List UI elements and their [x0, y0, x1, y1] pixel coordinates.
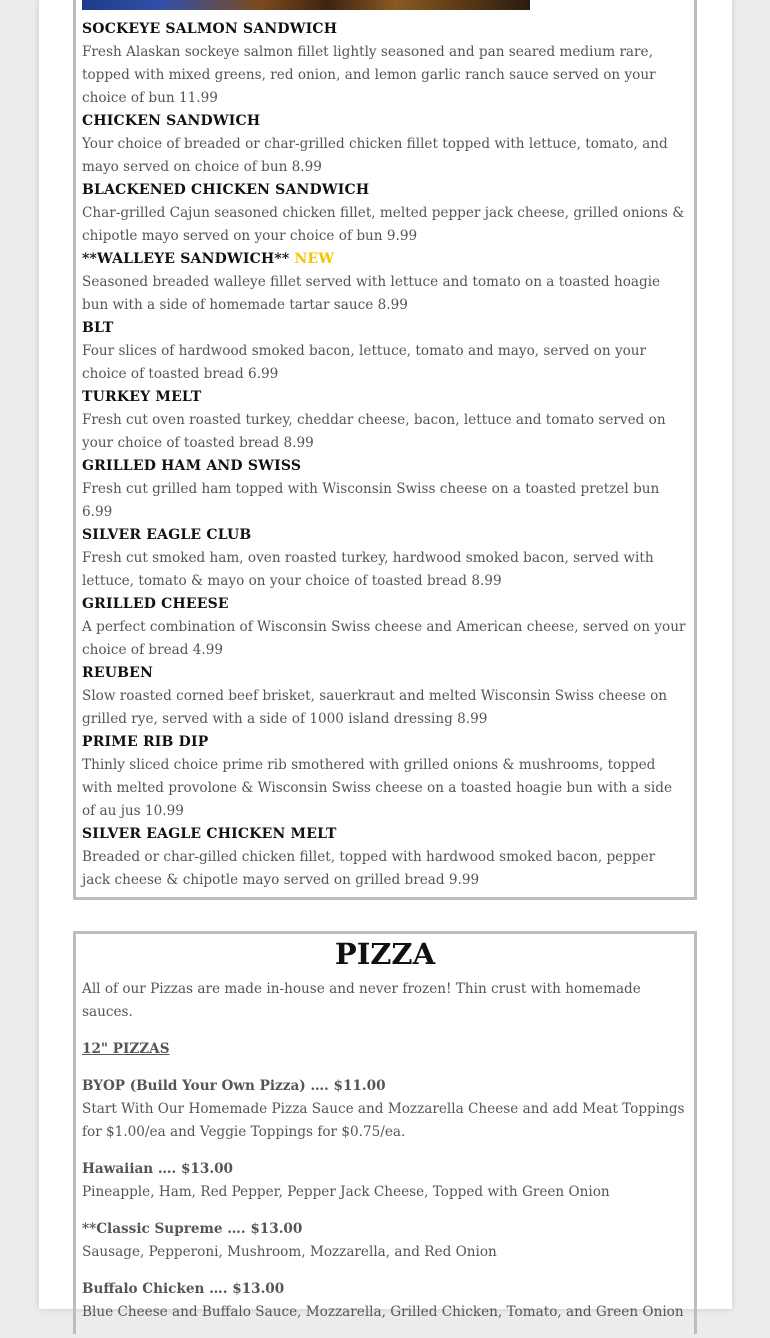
- menu-item-description: Seasoned breaded walleye fillet served with lettuce and tomato on a toasted hoagie bun with a side of homemade tartar sauce 8.99: [82, 274, 661, 313]
- pizza-item-title: **Classic Supreme …. $13.00: [82, 1221, 303, 1237]
- pizza-item-description: Pineapple, Ham, Red Pepper, Pepper Jack Cheese, Topped with Green Onion: [82, 1184, 610, 1200]
- menu-item-description: Slow roasted corned beef brisket, sauerkraut and melted Wisconsin Swiss cheese on grilled rye, served with a side of 1000 island dressing 8.99: [82, 688, 668, 727]
- menu-item-title: **WALLEYE SANDWICH** NEW: [82, 251, 335, 267]
- menu-item-description: Fresh cut grilled ham topped with Wisconsin Swiss cheese on a toasted pretzel bun 6.99: [82, 481, 660, 520]
- menu-item-title: CHICKEN SANDWICH: [82, 113, 261, 129]
- menu-item-description: Char-grilled Cajun seasoned chicken fillet, melted pepper jack cheese, grilled onions & chipotle mayo served on your choice of bun 9.99: [82, 205, 685, 244]
- food-photo: [82, 0, 530, 10]
- sandwich-list: [82, 18, 687, 892]
- menu-item-title: GRILLED CHEESE: [82, 596, 229, 612]
- menu-item-description: Your choice of breaded or char-grilled chicken fillet topped with lettuce, tomato, and mayo served on choice of bun 8.99: [82, 136, 668, 175]
- pizza-item-title: Hawaiian …. $13.00: [82, 1161, 233, 1177]
- pizza-item-description: Start With Our Homemade Pizza Sauce and Mozzarella Cheese and add Meat Toppings for $1.00/ea and Veggie Toppings for $0.75/ea.: [82, 1101, 685, 1140]
- menu-item-title: BLACKENED CHICKEN SANDWICH: [82, 182, 370, 198]
- menu-item-title: TURKEY MELT: [82, 389, 202, 405]
- pizza-size-heading: 12" PIZZAS: [82, 1041, 170, 1057]
- menu-item-description: Fresh cut oven roasted turkey, cheddar cheese, bacon, lettuce and tomato served on your choice of toasted bread 8.99: [82, 412, 666, 451]
- menu-item-description: A perfect combination of Wisconsin Swiss cheese and American cheese, served on your choice of bread 4.99: [82, 619, 686, 658]
- menu-item-title: SILVER EAGLE CLUB: [82, 527, 252, 543]
- pizza-item-title: BYOP (Build Your Own Pizza) …. $11.00: [82, 1078, 386, 1094]
- pizza-intro: All of our Pizzas are made in-house and never frozen! Thin crust with homemade sauces.: [82, 981, 641, 1020]
- menu-item-title: PRIME RIB DIP: [82, 734, 209, 750]
- new-badge: NEW: [294, 251, 335, 267]
- menu-item-description: Fresh Alaskan sockeye salmon fillet lightly seasoned and pan seared medium rare, topped with mixed greens, red onion, and lemon garlic ranch sauce served on your choice of bun 11.99: [82, 44, 656, 106]
- menu-item-title: REUBEN: [82, 665, 154, 681]
- pizza-section-title: PIZZA: [334, 937, 436, 971]
- menu-item-title: SILVER EAGLE CHICKEN MELT: [82, 826, 337, 842]
- menu-item-description: Fresh cut smoked ham, oven roasted turkey, hardwood smoked bacon, served with lettuce, tomato & mayo on your choice of toasted bread 8.99: [82, 550, 654, 589]
- pizza-item-title: Buffalo Chicken …. $13.00: [82, 1281, 285, 1297]
- pizza-list: [82, 978, 687, 1338]
- menu-item-title: SOCKEYE SALMON SANDWICH: [82, 21, 338, 37]
- pizza-item-description: Sausage, Pepperoni, Mushroom, Mozzarella, and Red Onion: [82, 1244, 497, 1260]
- menu-item-description: Four slices of hardwood smoked bacon, lettuce, tomato and mayo, served on your choice of toasted bread 6.99: [82, 343, 647, 382]
- menu-item-title: GRILLED HAM AND SWISS: [82, 458, 302, 474]
- pizza-item-description: Blue Cheese and Buffalo Sauce, Mozzarella, Grilled Chicken, Tomato, and Green Onion: [82, 1304, 684, 1320]
- menu-item-title: BLT: [82, 320, 114, 336]
- menu-item-description: Thinly sliced choice prime rib smothered with grilled onions & mushrooms, topped with melted provolone & Wisconsin Swiss cheese on a toasted hoagie bun with a side of au jus 10.99: [82, 757, 672, 819]
- menu-item-description: Breaded or char-gilled chicken fillet, topped with hardwood smoked bacon, pepper jack cheese & chipotle mayo served on grilled bread 9.99: [82, 849, 656, 888]
